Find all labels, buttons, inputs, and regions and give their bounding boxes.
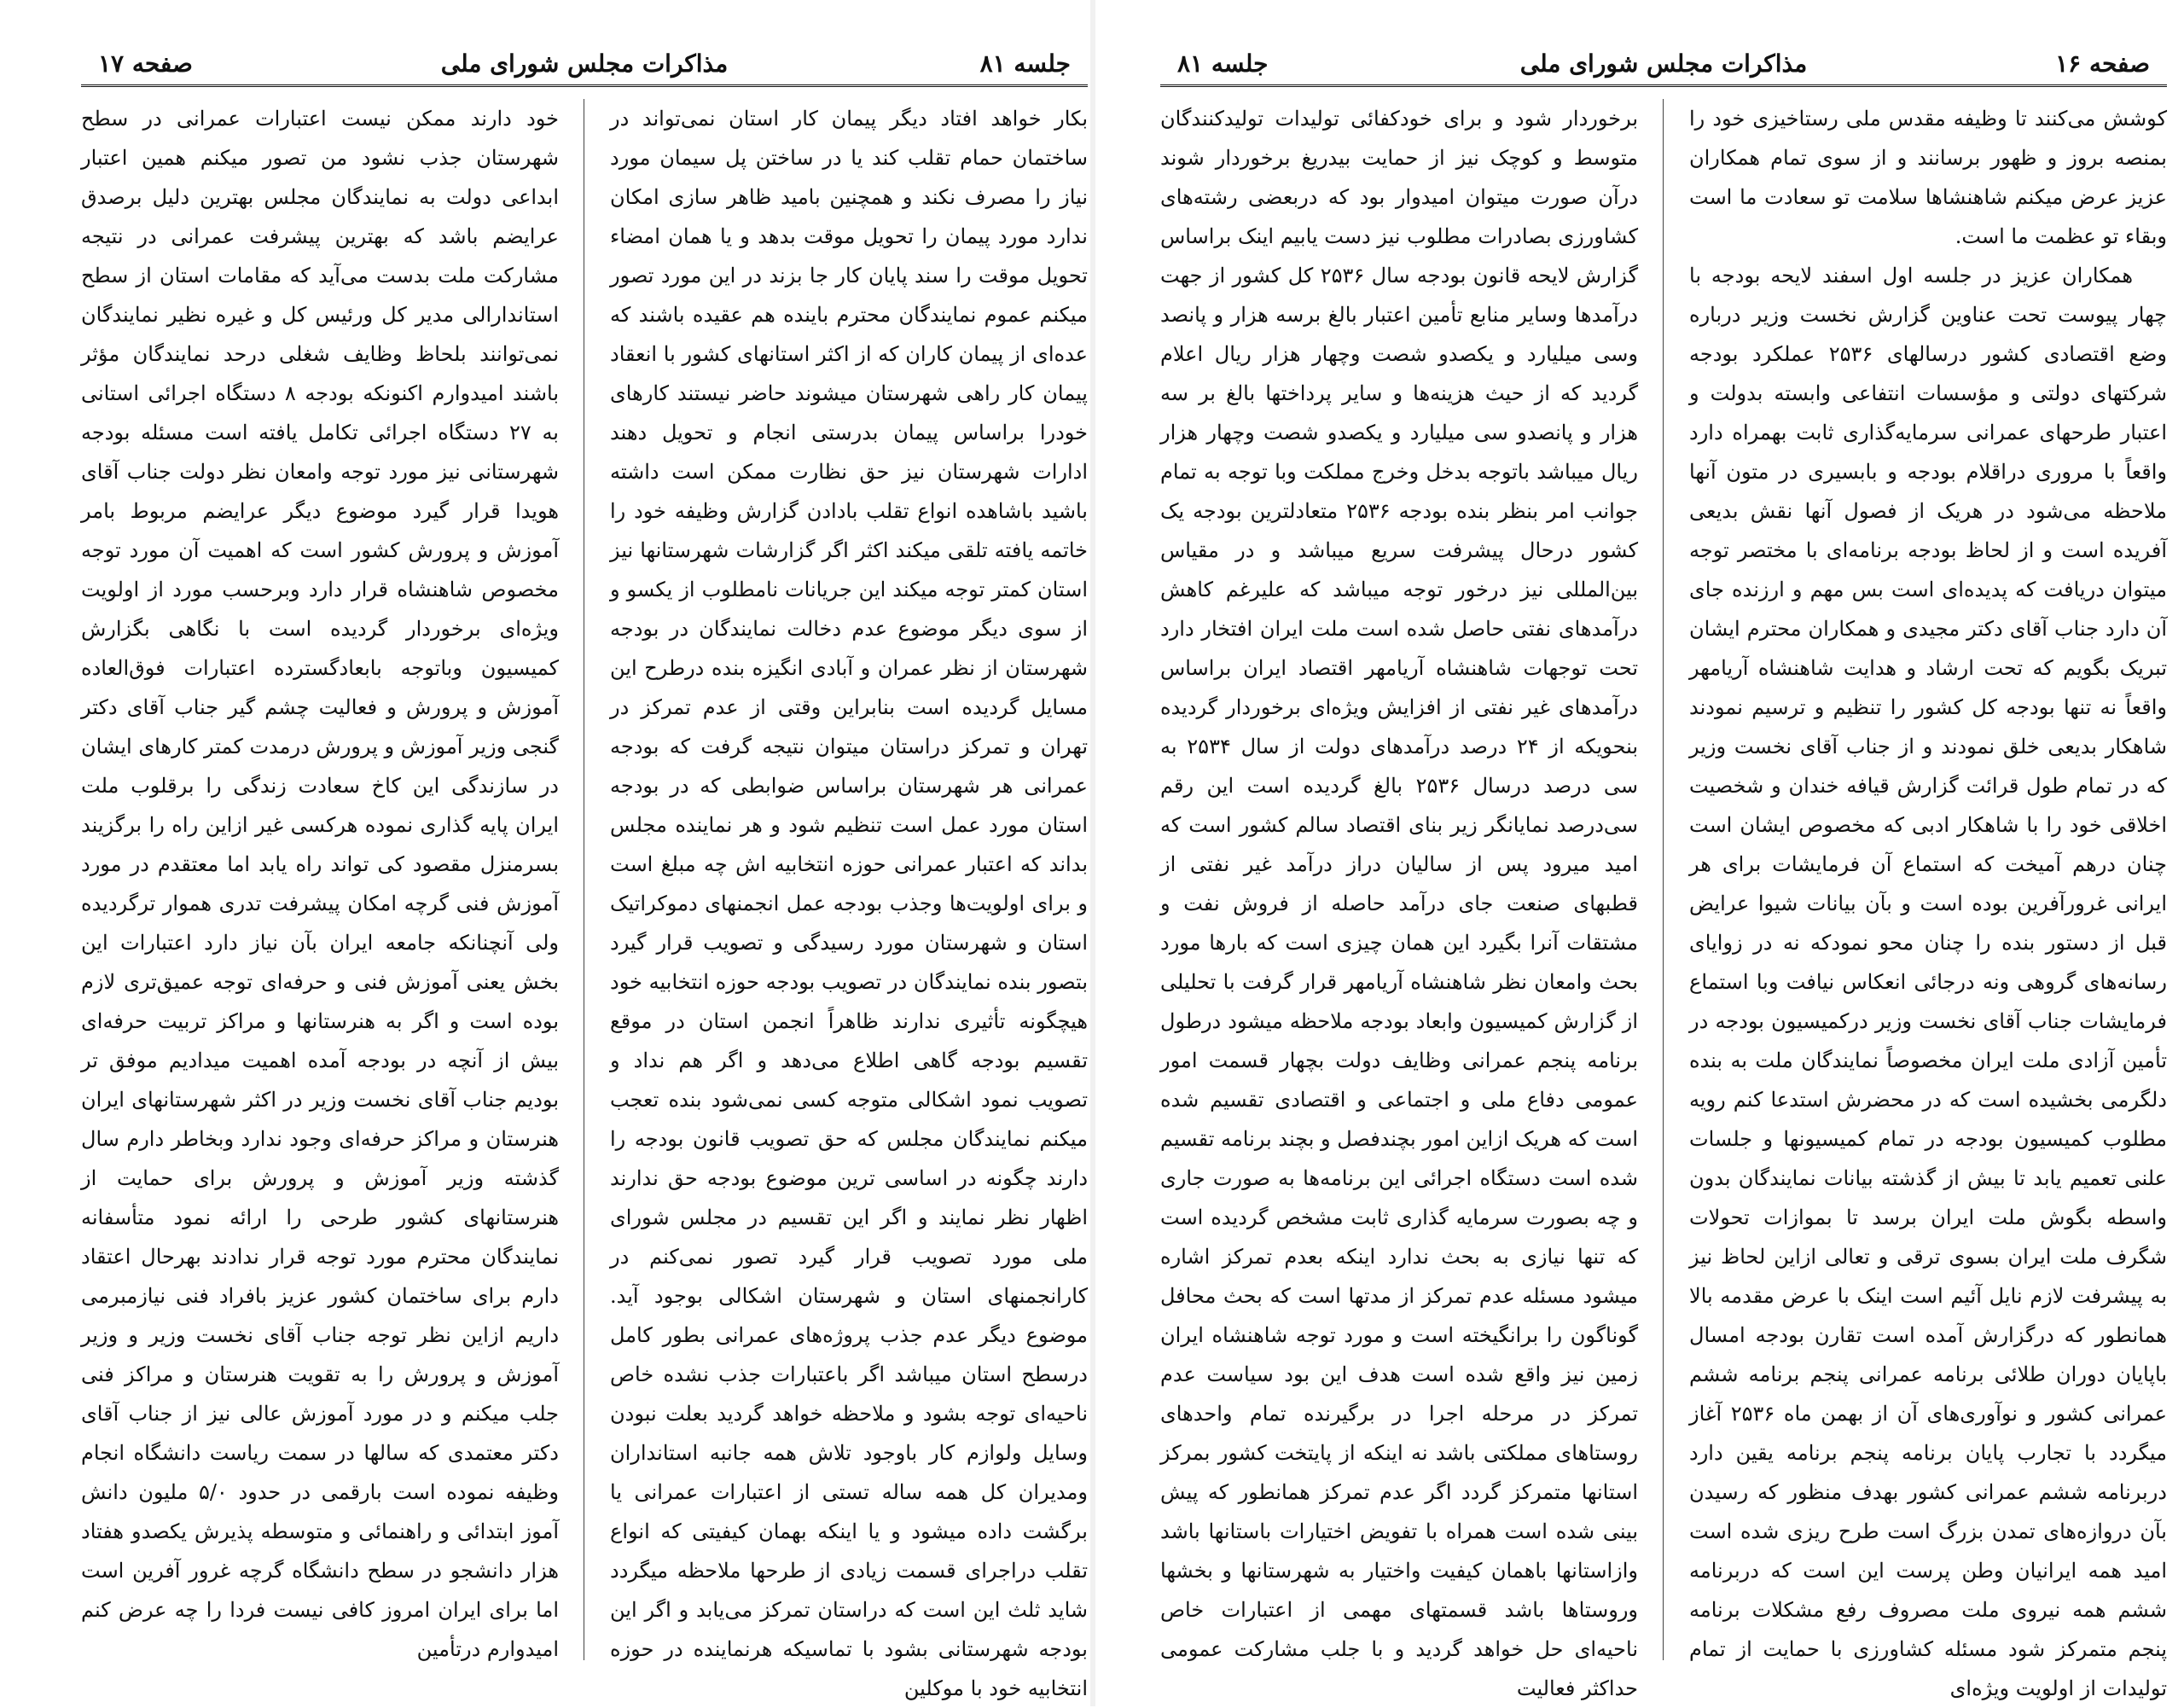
paragraph: همکاران عزیز در جلسه اول اسفند لایحه بودجه با چهار پیوست تحت عناوین گزارش نخست وزیر درباره وضع اقتصادی کشور درسالهای ۲۵۳۶ عملکرد بودجه شرکتهای دولتی و مؤسسات انتفاعی وابسته بدولت و اعتبار طرحهای عمرانی سرمایه‌گذاری ثابت بهمراه دارد واقعاً با مروری دراقلام بودجه و بابسیری در متون آنها ملاحظه می‌شود در هریک از فصول آنها نقش بدیعی آفریده است و از لحاظ بودجه برنامه‌ای با مختصر توجه میتوان دریافت که پدیده‌ای است بس مهم و ارزنده جای آن دارد جناب آقای دکتر مجیدی و همکاران محترم ایشان تبریک بگویم که تحت ارشاد و هدایت شاهنشاه آریامهر واقعاً نه تنها بودجه کل کشور را تنظیم و ترسیم نمودند شاهکار بدیعی خلق نمودند و از جناب آقای نخست وزیر که در تمام طول قرائت گزارش قیافه خندان و شخصیت اخلاقی خود را با شاهکار ادبی که مخصوص ایشان است چنان درهم آمیخت که استماع آن فرمایشات برای هر ایرانی غرورآفرین بوده است و بآن بیانات شیوا عرایض قبل از دستور بنده را چنان محو نمودکه نه در زوایای رسانه‌های گروهی ونه درجائی انعکاس نیافت وبا استماع فرمایشات جناب آقای نخست وزیر درکمیسیون بودجه در تأمین آزادی ملت ایران مخصوصاً نمایندگان ملت به بنده دلگرمی بخشیده است که در محضرش استدعا کنم رویه مطلوب کمیسیون بودجه در تمام کمیسیونها و جلسات علنی تعمیم یابد تا بیش از گذشته بیانات نمایندگان بدون واسطه بگوش ملت ایران برسد تا بموازات تحولات شگرف ملت ایران بسوی ترقی و تعالی ازاین لحاظ نیز به پیشرفت لازم نایل آئیم است اینک با عرض مقدمه بالا همانطور که درگزارش آمده است تقارن بودجه امسال باپایان دوران طلائی برنامه عمرانی پنجم برنامه ششم عمرانی کشور و نوآوری‌های آن از بهمن ماه ۲۵۳۶ آغاز میگردد با تجارب پایان برنامه پنجم برنامه یقین دارد دربرنامه ششم عمرانی کشور بهدف منظور که رسیدن بآن دروازه‌های تمدن بزرگ است طرح ریزی شده است امید همه ایرانیان وطن پرست این است که دربرنامه ششم همه نیروی ملت مصروف رفع مشکلات برنامه پنجم متمرکز شود مسئله کشاورزی با حمایت از تمام تولیدات از اولویت ویژه‌ای: [1689, 264, 2168, 1700]
session-label: جلسه ۸۱: [979, 49, 1071, 78]
page-header: [1160, 47, 2167, 81]
page-header: [81, 47, 1088, 81]
page-number-label: صفحه ۱۶: [2055, 49, 2150, 78]
running-title: مذاکرات مجلس شورای ملی: [440, 49, 729, 78]
column-left: [81, 99, 559, 1660]
column-divider: [1663, 99, 1664, 1660]
page-17: [81, 47, 1088, 1700]
column-right: [610, 99, 1088, 1700]
session-label: جلسه ۸۱: [1177, 49, 1269, 78]
column-left: [1160, 99, 1639, 1700]
header-rule: [81, 84, 1088, 87]
paragraph: خود دارند ممکن نیست اعتبارات عمرانی در سطح شهرستان جذب نشود من تصور میکنم همین اعتبار ابداعی دولت به نمایندگان مجلس بهترین دلیل برصدق عرایضم باشد که بهترین پیشرفت عمرانی در نتیجه مشارکت ملت بدست می‌آید که مقامات استان از سطح استاندارالی مدیر کل ورئیس کل و غیره نظیر نمایندگان نمی‌توانند بلحاظ وظایف شغلی درحد نمایندگان مؤثر باشند امیدوارم اکنونکه بودجه ۸ دستگاه اجرائی استانی به ۲۷ دستگاه اجرائی تکامل یافته است مسئله بودجه شهرستانی نیز مورد توجه وامعان نظر دولت جناب آقای هویدا قرار گیرد موضوع دیگر عرایضم مربوط بامر آموزش و پرورش کشور است که اهمیت آن مورد توجه مخصوص شاهنشاه قرار دارد وبرحسب مورد از اولویت ویژه‌ای برخوردار گردیده است با نگاهی بگزارش کمیسیون وباتوجه بابعادگسترده اعتبارات فوق‌العاده آموزش و پرورش و فعالیت چشم گیر جناب آقای دکتر گنجی وزیر آموزش و پرورش درمدت کمتر کارهای ایشان در سازندگی این کاخ سعادت زندگی را برقلوب ملت ایران پایه گذاری نموده هرکسی غیر ازاین راه را برگزیند بسرمنزل مقصود کی تواند راه یابد اما معتقدم در مورد آموزش فنی گرچه امکان پیشرفت تدری هموار ترگردیده ولی آنچنانکه جامعه ایران بآن نیاز دارد اعتبارات این بخش یعنی آموزش فنی و حرفه‌ای توجه عمیق‌تری لازم بوده است و اگر به هنرستانها و مراکز تربیت حرفه‌ای بیش از آنچه در بودجه آمده اهمیت میدادیم موفق تر بودیم جناب آقای نخست وزیر در اکثر شهرستانهای ایران هنرستان و مراکز حرفه‌ای وجود ندارد وبخاطر دارم سال گذشته وزیر آموزش و پرورش برای حمایت از هنرستانهای کشور طرحی را ارائه نمود متأسفانه نمایندگان محترم مورد توجه قرار ندادند بهرحال اعتقاد دارم برای ساختمان کشور عزیز بافراد فنی نیازمبرمی داریم ازاین نظر توجه جناب آقای نخست وزیر و وزیر آموزش و پرورش را به تقویت هنرستان و مراکز فنی جلب میکنم و در مورد آموزش عالی نیز از جناب آقای دکتر معتمدی که سالها در سمت ریاست دانشگاه انجام وظیفه نموده است بارقمی در حدود ۵/۰ ملیون دانش آموز ابتدائی و راهنمائی و متوسطه پذیرش یکصدو هفتاد هزار دانشجو در سطح دانشگاه گرچه غرور آفرین است اما برای ایران امروز کافی نیست فردا را چه عرض کنم امیدوارم درتأمین: [81, 107, 559, 1661]
page-16: [1160, 47, 2168, 1700]
paragraph: بکار خواهد افتاد دیگر پیمان کار استان نمی‌تواند در ساختمان حمام تقلب کند یا در ساختن پل سیمان مورد نیاز را مصرف نکند و همچنین بامید ظاهر سازی امکان ندارد مورد پیمان را تحویل موقت بدهد و یا همان امضاء تحویل موقت را سند پایان کار جا بزند در این مورد تصور میکنم عموم نمایندگان محترم باینده هم عقیده باشند که عده‌ای از پیمان کاران که از اکثر استانهای کشور با انعقاد پیمان کار راهی شهرستان میشوند حاضر نیستند کارهای خودرا براساس پیمان بدرستی انجام و تحویل دهند ادارات شهرستان نیز حق نظارت ممکن است داشته باشید باشاهده انواع تقلب بادادن گزارش وظیفه خود را خاتمه یافته تلقی میکند اکثر اگر گزارشات شهرستانها نیز استان کمتر توجه میکند این جریانات نامطلوب از یکسو و از سوی دیگر موضوع عدم دخالت نمایندگان در بودجه شهرستان از نظر عمران و آبادی انگیزه بنده درطرح این مسایل گردیده است بنابراین وقتی از عدم تمرکز در تهران و تمرکز دراستان میتوان نتیجه گرفت که بودجه عمرانی هر شهرستان براساس ضوابطی که در بودجه استان مورد عمل است تنظیم شود و هر نماینده مجلس بداند که اعتبار عمرانی حوزه انتخابیه اش چه مبلغ است و برای اولویت‌ها وجذب بودجه عمل انجمنهای دموکراتیک استان و شهرستان مورد رسیدگی و تصویب قرار گیرد بتصور بنده نمایندگان در تصویب بودجه حوزه انتخابیه خود هیچگونه تأثیری ندارند ظاهراً انجمن استان در موقع تقسیم بودجه گاهی اطلاع می‌دهد و اگر هم نداد و تصویب نمود اشکالی متوجه کسی نمی‌شود بنده تعجب میکنم نمایندگان مجلس که حق تصویب قانون بودجه را دارند چگونه در اساسی ترین موضوع بودجه حق ندارند اظهار نظر نمایند و اگر این تقسیم در مجلس شورای ملی مورد تصویب قرار گیرد تصور نمی‌کنم در کارانجمنهای استان و شهرستان اشکالی بوجود آید. موضوع دیگر عدم جذب پروژه‌های عمرانی بطور کامل درسطح استان میباشد اگر باعتبارات جذب نشده خاص ناحیه‌ای توجه بشود و ملاحظه خواهد گردید بعلت نبودن وسایل ولوازم کار باوجود تلاش همه جانبه استانداران ومدیران کل همه ساله تستی از اعتبارات عمرانی یا برگشت داده میشود و یا اینکه بهمان کیفیتی که انواع تقلب دراجرای قسمت زیادی از طرحها ملاحظه میگردد شاید ثلث این است که دراستان تمرکز می‌یابد و اگر این بودجه شهرستانی بشود با تماسیکه هرنماینده در حوزه انتخابیه خود با موکلین: [610, 107, 1088, 1700]
column-right: [1689, 99, 2168, 1700]
page-number-label: صفحه ۱۷: [98, 49, 193, 78]
text-columns: [81, 99, 1088, 1700]
book-gutter: [1090, 0, 1095, 1706]
text-columns: [1160, 99, 2168, 1700]
paragraph: کوشش می‌کنند تا وظیفه مقدس ملی رستاخیزی خود را بمنصه بروز و ظهور برسانند و از سوی تمام همکاران عزیز عرض میکنم شاهنشاها سلامت تو سعادت ما است وبقاء تو عظمت ما است.: [1689, 107, 2167, 248]
running-title: مذاکرات مجلس شورای ملی: [1519, 49, 1808, 78]
header-rule: [1160, 84, 2167, 87]
paragraph: برخوردار شود و برای خودکفائی تولیدات تولیدکنندگان متوسط و کوچک نیز از حمایت بیدریغ برخوردار شوند درآن صورت میتوان امیدوار بود که دربعضی رشته‌های کشاورزی بصادرات مطلوب نیز دست یابیم اینک براساس گزارش لایحه قانون بودجه سال ۲۵۳۶ کل کشور از جهت درآمدها وسایر منابع تأمین اعتبار بالغ برسه هزار و پانصد وسی میلیارد و یکصدو شصت وچهار هزار ریال اعلام گردید که از حیث هزینه‌ها و سایر پرداختها بالغ بر سه هزار و پانصدو سی میلیارد و یکصدو شصت وچهار هزار ریال میباشد باتوجه بدخل وخرج مملکت وبا توجه به تمام جوانب امر بنظر بنده بودجه ۲۵۳۶ متعادلترین بودجه یک کشور درحال پیشرفت سریع میباشد و در مقیاس بین‌المللی نیز درخور توجه میباشد که علیرغم کاهش درآمدهای نفتی حاصل شده است ملت ایران افتخار دارد تحت توجهات شاهنشاه آریامهر اقتصاد ایران براساس درآمدهای غیر نفتی از افزایش ویژه‌ای برخوردار گردیده بنحویکه از ۲۴ درصد درآمدهای دولت از سال ۲۵۳۴ به سی درصد درسال ۲۵۳۶ بالغ گردیده است این رقم سی‌درصد نمایانگر زیر بنای اقتصاد سالم کشور است که امید میرود پس از سالیان دراز درآمد غیر نفتی از قطبهای صنعت جای درآمد حاصله از فروش نفت و مشتقات آنرا بگیرد این همان چیزی است که بارها مورد بحث وامعان نظر شاهنشاه آریامهر قرار گرفت با تحلیلی از گزارش کمیسیون وابعاد بودجه ملاحظه میشود درطول برنامه پنجم عمرانی وظایف دولت بچهار قسمت امور عمومی دفاع ملی و اجتماعی و اقتصادی تقسیم شده است که هریک ازاین امور بچندفصل و بچند برنامه تقسیم شده است دستگاه اجرائی این برنامه‌ها به صورت جاری و چه بصورت سرمایه گذاری ثابت مشخص گردیده است که تنها نیازی به بحث ندارد اینکه بعدم تمرکز اشاره میشود مسئله عدم تمرکز از مدتها است که بحث محافل گوناگون را برانگیخته است و مورد توجه شاهنشاه ایران زمین نیز واقع شده است هدف این بود سیاست عدم تمرکز در مرحله اجرا در برگیرنده تمام واحدهای روستاهای مملکتی باشد نه اینکه از پایتخت کشور بمرکز استانها متمرکز گردد اگر عدم تمرکز همانطور که پیش بینی شده است همراه با تفویض اختیارات باستانها باشد وازاستانها باهمان کیفیت واختیار به شهرستانها و بخشها وروستاها باشد قسمتهای مهمی از اعتبارات خاص ناحیه‌ای حل خواهد گردید و با جلب مشارکت عمومی حداکثر فعالیت: [1160, 107, 1639, 1700]
